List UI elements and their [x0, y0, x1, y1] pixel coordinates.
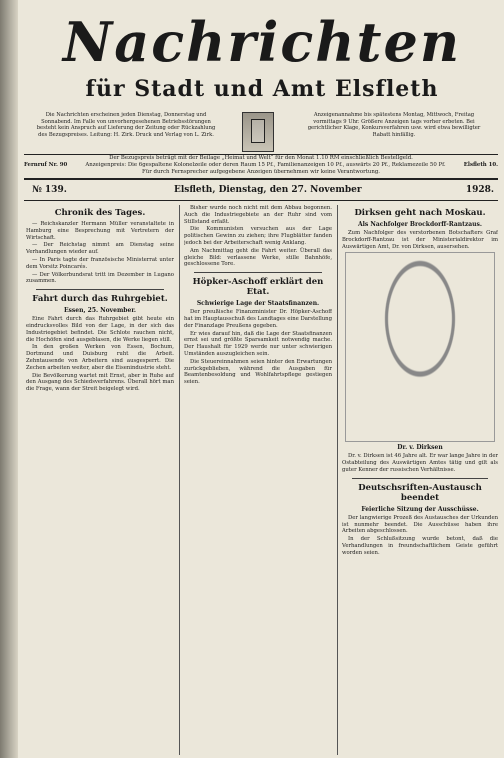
headline: Höpker-Aschoff erklärt den Etat. — [192, 277, 324, 298]
article-text: Der preußische Finanzminister Dr. Höpker-Aschoff hat im Hauptausschuß des Landtages eine Darstellung der Finanzlage Preußens gegeben. — [184, 309, 332, 329]
article-text: — Der Völkerbundsrat tritt im Dezember in Lugano zusammen. — [26, 271, 174, 285]
headline: Dirksen geht nach Moskau. — [354, 208, 486, 218]
article-text: Eine Fahrt durch das Ruhrgebiet gibt heute ein eindrucksvolles Bild von der Lage, in der sich das Industriegebiet befindet. Die Schlote rauchen nicht, die Hochöfen sind ausgeblasen, die Werke liegen still. — [26, 316, 174, 343]
divider — [352, 478, 488, 479]
article-text: Am Nachmittag geht die Fahrt weiter. Überall das gleiche Bild: verlassene Werke, stille Bahnhöfe, geschlossene Tore. — [184, 247, 332, 268]
article-text: Er wies darauf hin, daß die Lage der Staatsfinanzen ernst sei und größte Sparsamkeit notwendig mache. Der Haushalt für 1929 werde nur unter schwierigen Umständen auszugleichen sein. — [184, 330, 332, 357]
headline: Chronik des Tages. — [54, 208, 146, 218]
article-text: Die Bevölkerung wartet mit Ernst, aber in Ruhe auf den Ausgang des Schiedsverfahrens. Überall hört man die Frage, wann der Streit beigelegt wird. — [26, 372, 174, 393]
divider — [24, 178, 498, 180]
photo-caption: Dr. v. Dirksen — [397, 444, 443, 452]
ad-price-line — [24, 162, 498, 169]
column-divider — [179, 205, 180, 755]
divider — [194, 272, 322, 273]
subheadline: Als Nachfolger Brockdorff-Rantzaus. — [357, 221, 482, 228]
article-text: Zum Nachfolger des verstorbenen Botschafters Graf Brockdorff-Rantzau ist der Ministerialdirektor im Auswärtigen Amt, Dr. von Dirksen, ausersehen. — [342, 230, 498, 250]
publication-info: Die Nachrichten erscheinen jeden Dienstag, Donnerstag und Sonnabend. Im Falle von unvorhergesehenen Betriebsstörungen besteht kein Anspruch auf Lieferung der Zeitung oder Rückzahlung des Bezugspreises. Leitung: H. Zirk. Druck und Verlag von L. Zirk. — [36, 112, 216, 138]
subheadline: Schwierige Lage der Staatsfinanzen. — [196, 300, 320, 308]
article-text: Die Steuereinnahmen seien hinter den Erwartungen zurückgeblieben, während die Ausgaben für Beamtenbesoldung und Wohlfahrtspflege gestiegen seien. — [184, 358, 332, 386]
column-divider — [337, 205, 338, 755]
issue-date: Elsfleth, Dienstag, den 27. November — [174, 185, 362, 195]
column-1 — [26, 205, 174, 755]
subheadline: Feierliche Sitzung der Ausschüsse. — [361, 505, 479, 513]
article-text: In den großen Werken von Essen, Bochum, Dortmund und Duisburg ruht die Arbeit. Zehntausende von Arbeitern sind ausgesperrt. Die Zechen arbeiten weiter, aber die Eisenindustrie steht. — [26, 344, 174, 371]
article-text: In der Schlußsitzung wurde betont, daß die Verhandlungen in freundschaftlichem Geiste geführt worden seien. — [342, 536, 498, 556]
article-text: Dr. v. Dirksen ist 46 Jahre alt. Er war lange Jahre in der Ostabteilung des Auswärtigen Amtes tätig und gilt als guter Kenner der russischen Verhältnisse. — [342, 453, 498, 473]
issue-year: 1928. — [465, 185, 494, 195]
dateline — [24, 184, 498, 200]
phone-number-2: Elsfleth 10. — [463, 162, 498, 168]
advertising-info: Anzeigenannahme bis spätestens Montag, Mittwoch, Freitag vormittags 9 Uhr. Größere Anzeigen tags vorher erbeten. Bei gerichtlicher Klage, Konkursverfahren usw. wird etwa bewilligter Rabatt hinfällig. — [307, 112, 481, 138]
masthead-title: Nachrichten — [62, 10, 462, 74]
headline: Deutschsriften-Austausch beendet — [358, 482, 482, 503]
column-2 — [184, 205, 332, 755]
divider — [36, 289, 164, 290]
masthead-subtitle: für Stadt und Amt Elsfleth — [85, 76, 439, 102]
article-text: Die Kommunisten versuchen aus der Lage politischen Gewinn zu ziehen; ihre Flugblätter fanden jedoch bei der Arbeiterschaft wenig Anklang. — [184, 226, 332, 246]
subscription-price: Der Bezugspreis beträgt mit der Beilage „Heimat und Welt“ für den Monat 1.10 RM einschließlich Bestellgeld. — [109, 155, 413, 161]
column-3 — [342, 205, 498, 755]
article-text: — In Paris tagte der französische Ministerrat unter dem Vorsitz Poincarés. — [26, 256, 174, 270]
headline: Fahrt durch das Ruhrgebiet. — [32, 294, 168, 305]
article-text: — Reichskanzler Hermann Müller veranstaltete in Hamburg eine Besprechung mit Vertretern der Wirtschaft. — [26, 221, 174, 241]
newspaper-page — [18, 0, 504, 758]
divider — [24, 200, 498, 201]
town-crest-icon — [242, 112, 274, 152]
article-text: Der langwierige Prozeß des Austausches der Urkunden ist nunmehr beendet. Die Ausschüsse haben ihre Arbeiten abgeschlossen. — [342, 514, 498, 535]
phone-disclaimer: Für durch Fernsprecher aufgegebene Anzeigen übernehmen wir keine Verantwortung. — [142, 169, 380, 175]
article-text: Bisher wurde noch nicht mit dem Abbau begonnen. Auch die Industriegebiete an der Ruhr sind vom Stillstand erfaßt. — [184, 205, 332, 225]
subheadline: Essen, 25. November. — [63, 307, 137, 315]
portrait-image — [345, 252, 495, 442]
article-text: — Der Reichstag nimmt am Dienstag seine Verhandlungen wieder auf. — [26, 242, 174, 256]
issue-number: № 139. — [32, 185, 67, 195]
ad-price: Anzeigenpreis: Die 6gespaltene Kolonelzeile oder deren Raum 15 Pf., Familienanzeigen 10 Pf., auswärts 20 Pf., Reklamezeile 50 Pf. — [85, 162, 446, 168]
phone-number: Fernruf Nr. 90 — [24, 162, 68, 168]
book-binding — [0, 0, 18, 758]
